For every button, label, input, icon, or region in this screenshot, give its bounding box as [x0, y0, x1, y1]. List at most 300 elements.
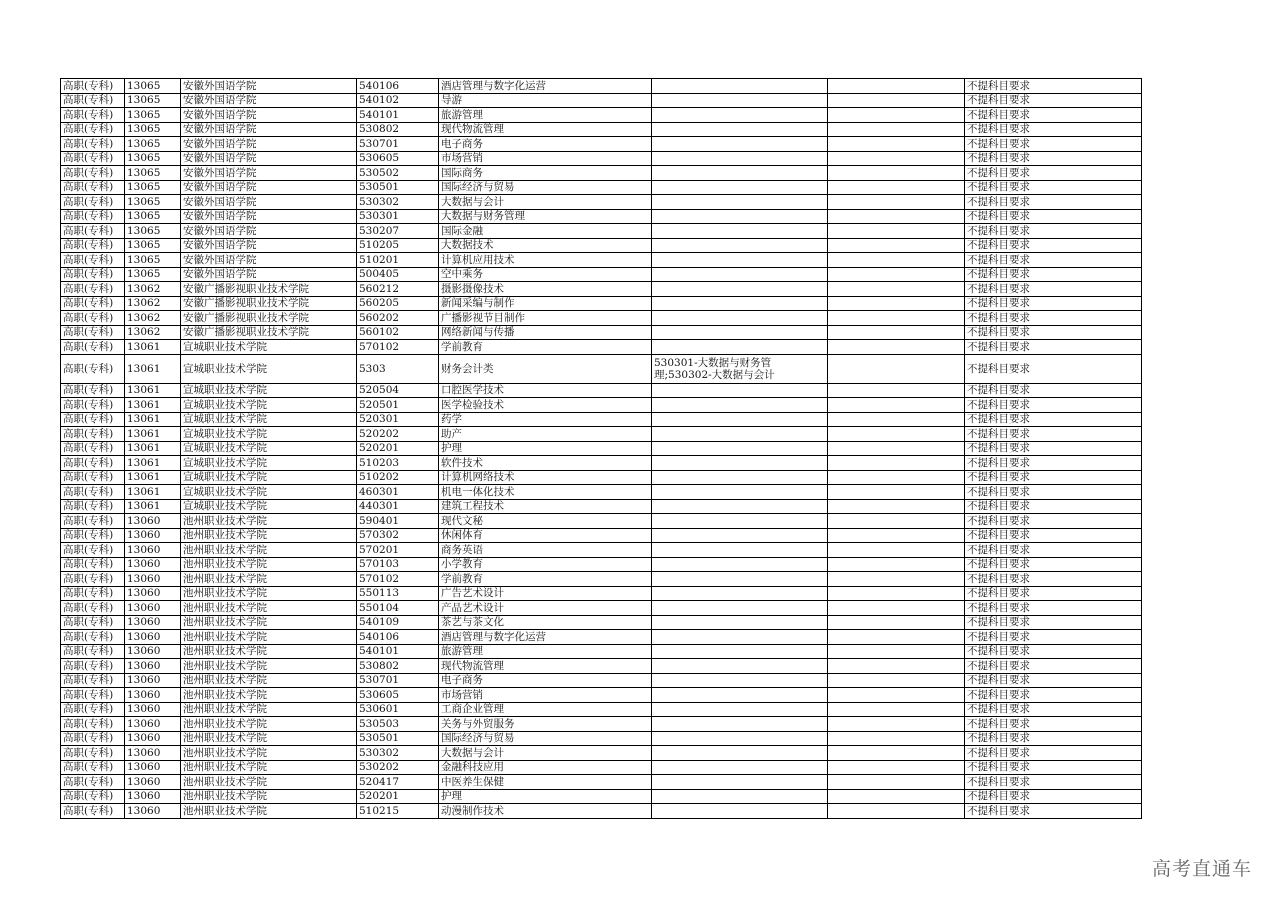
table-row — [61, 325, 1142, 340]
major-code-cell: 560202 — [357, 311, 439, 326]
school-code-cell: 13062 — [125, 282, 181, 297]
major-name-cell: 现代物流管理 — [439, 122, 652, 137]
school-name-cell: 池州职业技术学院 — [181, 615, 357, 630]
level-cell: 高职(专科) — [61, 398, 125, 413]
table-row — [61, 528, 1142, 543]
notes-cell — [828, 238, 965, 253]
subject-requirement-cell: 不提科目要求 — [965, 195, 1142, 210]
major-name-cell: 茶艺与茶文化 — [439, 615, 652, 630]
table-row — [61, 195, 1142, 210]
major-code-cell: 530207 — [357, 224, 439, 239]
major-name-cell: 酒店管理与数字化运营 — [439, 630, 652, 645]
included-majors-cell — [652, 108, 828, 123]
major-name-cell: 口腔医学技术 — [439, 383, 652, 398]
included-majors-cell — [652, 79, 828, 94]
school-name-cell: 宣城职业技术学院 — [181, 398, 357, 413]
included-majors-cell — [652, 746, 828, 761]
table-row — [61, 253, 1142, 268]
table-row — [61, 702, 1142, 717]
included-majors-cell — [652, 311, 828, 326]
major-code-cell: 570302 — [357, 528, 439, 543]
subject-requirement-cell: 不提科目要求 — [965, 673, 1142, 688]
table-row — [61, 296, 1142, 311]
school-code-cell: 13061 — [125, 441, 181, 456]
table-row — [61, 688, 1142, 703]
major-code-cell: 520202 — [357, 427, 439, 442]
major-name-cell: 动漫制作技术 — [439, 804, 652, 819]
major-code-cell: 570102 — [357, 340, 439, 355]
school-name-cell: 池州职业技术学院 — [181, 775, 357, 790]
subject-requirement-cell: 不提科目要求 — [965, 209, 1142, 224]
major-name-cell: 市场营销 — [439, 688, 652, 703]
notes-cell — [828, 325, 965, 340]
school-code-cell: 13060 — [125, 586, 181, 601]
enrollment-table — [60, 78, 1142, 819]
subject-requirement-cell: 不提科目要求 — [965, 340, 1142, 355]
school-name-cell: 池州职业技术学院 — [181, 601, 357, 616]
school-code-cell: 13065 — [125, 224, 181, 239]
table-row — [61, 122, 1142, 137]
included-majors-cell — [652, 238, 828, 253]
major-code-cell: 530605 — [357, 688, 439, 703]
school-name-cell: 安徽外国语学院 — [181, 180, 357, 195]
subject-requirement-cell: 不提科目要求 — [965, 166, 1142, 181]
notes-cell — [828, 528, 965, 543]
major-code-cell: 540101 — [357, 108, 439, 123]
school-code-cell: 13060 — [125, 673, 181, 688]
school-code-cell: 13060 — [125, 775, 181, 790]
major-name-cell: 助产 — [439, 427, 652, 442]
major-code-cell: 520504 — [357, 383, 439, 398]
school-code-cell: 13065 — [125, 151, 181, 166]
major-name-cell: 大数据与财务管理 — [439, 209, 652, 224]
school-name-cell: 池州职业技术学院 — [181, 543, 357, 558]
major-code-cell: 530202 — [357, 760, 439, 775]
level-cell: 高职(专科) — [61, 528, 125, 543]
school-name-cell: 安徽外国语学院 — [181, 166, 357, 181]
major-name-cell: 空中乘务 — [439, 267, 652, 282]
subject-requirement-cell: 不提科目要求 — [965, 528, 1142, 543]
subject-requirement-cell: 不提科目要求 — [965, 514, 1142, 529]
school-code-cell: 13061 — [125, 340, 181, 355]
table-row — [61, 108, 1142, 123]
major-name-cell: 电子商务 — [439, 137, 652, 152]
notes-cell — [828, 253, 965, 268]
school-code-cell: 13062 — [125, 325, 181, 340]
table-row — [61, 586, 1142, 601]
major-code-cell: 520201 — [357, 441, 439, 456]
level-cell: 高职(专科) — [61, 775, 125, 790]
included-majors-cell — [652, 514, 828, 529]
included-majors-cell — [652, 282, 828, 297]
major-name-cell: 财务会计类 — [439, 354, 652, 383]
subject-requirement-cell: 不提科目要求 — [965, 137, 1142, 152]
major-code-cell: 560205 — [357, 296, 439, 311]
subject-requirement-cell: 不提科目要求 — [965, 572, 1142, 587]
school-name-cell: 池州职业技术学院 — [181, 717, 357, 732]
school-code-cell: 13061 — [125, 485, 181, 500]
school-name-cell: 池州职业技术学院 — [181, 673, 357, 688]
notes-cell — [828, 731, 965, 746]
school-name-cell: 宣城职业技术学院 — [181, 499, 357, 514]
major-name-cell: 工商企业管理 — [439, 702, 652, 717]
notes-cell — [828, 804, 965, 819]
included-majors-cell — [652, 688, 828, 703]
level-cell: 高职(专科) — [61, 238, 125, 253]
major-name-cell: 旅游管理 — [439, 644, 652, 659]
notes-cell — [828, 702, 965, 717]
table-row — [61, 789, 1142, 804]
school-code-cell: 13060 — [125, 702, 181, 717]
school-code-cell: 13060 — [125, 746, 181, 761]
major-name-cell: 市场营销 — [439, 151, 652, 166]
table-body — [61, 79, 1142, 819]
included-majors-cell — [652, 470, 828, 485]
major-code-cell: 510205 — [357, 238, 439, 253]
major-name-cell: 金融科技应用 — [439, 760, 652, 775]
notes-cell — [828, 224, 965, 239]
school-code-cell: 13061 — [125, 470, 181, 485]
notes-cell — [828, 195, 965, 210]
included-majors-cell — [652, 209, 828, 224]
major-name-cell: 国际商务 — [439, 166, 652, 181]
subject-requirement-cell: 不提科目要求 — [965, 151, 1142, 166]
level-cell: 高职(专科) — [61, 311, 125, 326]
notes-cell — [828, 789, 965, 804]
notes-cell — [828, 311, 965, 326]
table-row — [61, 456, 1142, 471]
notes-cell — [828, 644, 965, 659]
notes-cell — [828, 746, 965, 761]
table-row — [61, 717, 1142, 732]
level-cell: 高职(专科) — [61, 789, 125, 804]
major-code-cell: 530503 — [357, 717, 439, 732]
major-name-cell: 广播影视节目制作 — [439, 311, 652, 326]
included-majors-cell — [652, 325, 828, 340]
school-code-cell: 13060 — [125, 543, 181, 558]
subject-requirement-cell: 不提科目要求 — [965, 644, 1142, 659]
major-code-cell: 590401 — [357, 514, 439, 529]
included-majors-cell — [652, 499, 828, 514]
notes-cell — [828, 151, 965, 166]
level-cell: 高职(专科) — [61, 615, 125, 630]
major-name-cell: 商务英语 — [439, 543, 652, 558]
included-majors-cell — [652, 412, 828, 427]
subject-requirement-cell: 不提科目要求 — [965, 717, 1142, 732]
table-row — [61, 224, 1142, 239]
level-cell: 高职(专科) — [61, 659, 125, 674]
major-name-cell: 国际经济与贸易 — [439, 180, 652, 195]
level-cell: 高职(专科) — [61, 93, 125, 108]
major-code-cell: 560102 — [357, 325, 439, 340]
notes-cell — [828, 166, 965, 181]
major-name-cell: 导游 — [439, 93, 652, 108]
school-name-cell: 宣城职业技术学院 — [181, 354, 357, 383]
major-code-cell: 570103 — [357, 557, 439, 572]
school-code-cell: 13065 — [125, 79, 181, 94]
school-name-cell: 安徽外国语学院 — [181, 195, 357, 210]
school-name-cell: 池州职业技术学院 — [181, 731, 357, 746]
table-row — [61, 383, 1142, 398]
level-cell: 高职(专科) — [61, 180, 125, 195]
major-code-cell: 440301 — [357, 499, 439, 514]
school-code-cell: 13060 — [125, 688, 181, 703]
notes-cell — [828, 456, 965, 471]
subject-requirement-cell: 不提科目要求 — [965, 325, 1142, 340]
table-row — [61, 311, 1142, 326]
table-row — [61, 209, 1142, 224]
subject-requirement-cell: 不提科目要求 — [965, 412, 1142, 427]
notes-cell — [828, 354, 965, 383]
school-name-cell: 安徽广播影视职业技术学院 — [181, 296, 357, 311]
school-name-cell: 池州职业技术学院 — [181, 659, 357, 674]
school-code-cell: 13065 — [125, 93, 181, 108]
school-code-cell: 13065 — [125, 122, 181, 137]
level-cell: 高职(专科) — [61, 557, 125, 572]
school-name-cell: 池州职业技术学院 — [181, 789, 357, 804]
level-cell: 高职(专科) — [61, 209, 125, 224]
major-code-cell: 520417 — [357, 775, 439, 790]
major-name-cell: 现代物流管理 — [439, 659, 652, 674]
school-name-cell: 池州职业技术学院 — [181, 572, 357, 587]
included-majors-cell — [652, 427, 828, 442]
level-cell: 高职(专科) — [61, 760, 125, 775]
school-code-cell: 13061 — [125, 499, 181, 514]
level-cell: 高职(专科) — [61, 499, 125, 514]
school-name-cell: 池州职业技术学院 — [181, 688, 357, 703]
notes-cell — [828, 340, 965, 355]
level-cell: 高职(专科) — [61, 441, 125, 456]
level-cell: 高职(专科) — [61, 383, 125, 398]
major-name-cell: 中医养生保健 — [439, 775, 652, 790]
major-name-cell: 小学教育 — [439, 557, 652, 572]
included-majors-cell — [652, 296, 828, 311]
table-row — [61, 354, 1142, 383]
major-name-cell: 国际金融 — [439, 224, 652, 239]
major-name-cell: 计算机网络技术 — [439, 470, 652, 485]
included-majors-cell — [652, 775, 828, 790]
notes-cell — [828, 485, 965, 500]
included-majors-cell — [652, 485, 828, 500]
table-row — [61, 731, 1142, 746]
included-majors-cell — [652, 528, 828, 543]
notes-cell — [828, 615, 965, 630]
level-cell: 高职(专科) — [61, 746, 125, 761]
major-name-cell: 护理 — [439, 441, 652, 456]
major-code-cell: 530502 — [357, 166, 439, 181]
table-row — [61, 267, 1142, 282]
included-majors-cell — [652, 93, 828, 108]
major-name-cell: 学前教育 — [439, 340, 652, 355]
level-cell: 高职(专科) — [61, 79, 125, 94]
school-name-cell: 安徽外国语学院 — [181, 224, 357, 239]
table-row — [61, 166, 1142, 181]
major-name-cell: 产品艺术设计 — [439, 601, 652, 616]
table-row — [61, 93, 1142, 108]
notes-cell — [828, 514, 965, 529]
notes-cell — [828, 180, 965, 195]
major-code-cell: 520501 — [357, 398, 439, 413]
notes-cell — [828, 137, 965, 152]
included-majors-cell — [652, 804, 828, 819]
subject-requirement-cell: 不提科目要求 — [965, 485, 1142, 500]
level-cell: 高职(专科) — [61, 702, 125, 717]
major-code-cell: 510202 — [357, 470, 439, 485]
major-code-cell: 530302 — [357, 746, 439, 761]
table-row — [61, 485, 1142, 500]
notes-cell — [828, 427, 965, 442]
level-cell: 高职(专科) — [61, 630, 125, 645]
included-majors-cell — [652, 586, 828, 601]
major-code-cell: 540102 — [357, 93, 439, 108]
table-row — [61, 804, 1142, 819]
level-cell: 高职(专科) — [61, 325, 125, 340]
subject-requirement-cell: 不提科目要求 — [965, 398, 1142, 413]
subject-requirement-cell: 不提科目要求 — [965, 775, 1142, 790]
notes-cell — [828, 470, 965, 485]
major-code-cell: 530601 — [357, 702, 439, 717]
major-name-cell: 学前教育 — [439, 572, 652, 587]
school-code-cell: 13060 — [125, 557, 181, 572]
major-name-cell: 护理 — [439, 789, 652, 804]
level-cell: 高职(专科) — [61, 151, 125, 166]
school-name-cell: 宣城职业技术学院 — [181, 470, 357, 485]
included-majors-cell — [652, 340, 828, 355]
major-name-cell: 医学检验技术 — [439, 398, 652, 413]
subject-requirement-cell: 不提科目要求 — [965, 557, 1142, 572]
major-code-cell: 540106 — [357, 630, 439, 645]
watermark-text: 高考直通车 — [1151, 858, 1252, 880]
subject-requirement-cell: 不提科目要求 — [965, 354, 1142, 383]
included-majors-cell — [652, 717, 828, 732]
subject-requirement-cell: 不提科目要求 — [965, 630, 1142, 645]
school-code-cell: 13060 — [125, 789, 181, 804]
major-code-cell: 510203 — [357, 456, 439, 471]
subject-requirement-cell: 不提科目要求 — [965, 383, 1142, 398]
included-majors-cell — [652, 151, 828, 166]
major-code-cell: 540106 — [357, 79, 439, 94]
major-code-cell: 550113 — [357, 586, 439, 601]
school-name-cell: 安徽广播影视职业技术学院 — [181, 311, 357, 326]
major-code-cell: 530302 — [357, 195, 439, 210]
major-code-cell: 460301 — [357, 485, 439, 500]
notes-cell — [828, 717, 965, 732]
table-row — [61, 79, 1142, 94]
level-cell: 高职(专科) — [61, 108, 125, 123]
school-name-cell: 池州职业技术学院 — [181, 586, 357, 601]
subject-requirement-cell: 不提科目要求 — [965, 180, 1142, 195]
notes-cell — [828, 267, 965, 282]
table-row — [61, 775, 1142, 790]
included-majors-cell — [652, 253, 828, 268]
notes-cell — [828, 412, 965, 427]
major-code-cell: 530605 — [357, 151, 439, 166]
school-code-cell: 13060 — [125, 644, 181, 659]
included-majors-cell — [652, 224, 828, 239]
level-cell: 高职(专科) — [61, 195, 125, 210]
school-name-cell: 池州职业技术学院 — [181, 760, 357, 775]
included-majors-cell — [652, 615, 828, 630]
table-row — [61, 543, 1142, 558]
major-code-cell: 500405 — [357, 267, 439, 282]
subject-requirement-cell: 不提科目要求 — [965, 586, 1142, 601]
school-code-cell: 13060 — [125, 731, 181, 746]
subject-requirement-cell: 不提科目要求 — [965, 282, 1142, 297]
school-name-cell: 安徽外国语学院 — [181, 209, 357, 224]
school-code-cell: 13060 — [125, 804, 181, 819]
notes-cell — [828, 673, 965, 688]
level-cell: 高职(专科) — [61, 470, 125, 485]
included-majors-cell — [652, 180, 828, 195]
table-row — [61, 412, 1142, 427]
level-cell: 高职(专科) — [61, 543, 125, 558]
subject-requirement-cell: 不提科目要求 — [965, 731, 1142, 746]
subject-requirement-cell: 不提科目要求 — [965, 224, 1142, 239]
notes-cell — [828, 93, 965, 108]
subject-requirement-cell: 不提科目要求 — [965, 311, 1142, 326]
school-code-cell: 13061 — [125, 398, 181, 413]
level-cell: 高职(专科) — [61, 340, 125, 355]
subject-requirement-cell: 不提科目要求 — [965, 615, 1142, 630]
table-row — [61, 644, 1142, 659]
table-row — [61, 659, 1142, 674]
major-code-cell: 520201 — [357, 789, 439, 804]
major-code-cell: 550104 — [357, 601, 439, 616]
table-row — [61, 398, 1142, 413]
included-majors-cell — [652, 267, 828, 282]
notes-cell — [828, 586, 965, 601]
table-row — [61, 340, 1142, 355]
major-name-cell: 大数据技术 — [439, 238, 652, 253]
table-row — [61, 746, 1142, 761]
level-cell: 高职(专科) — [61, 673, 125, 688]
level-cell: 高职(专科) — [61, 224, 125, 239]
notes-cell — [828, 499, 965, 514]
school-name-cell: 宣城职业技术学院 — [181, 412, 357, 427]
subject-requirement-cell: 不提科目要求 — [965, 789, 1142, 804]
school-name-cell: 池州职业技术学院 — [181, 644, 357, 659]
notes-cell — [828, 760, 965, 775]
level-cell: 高职(专科) — [61, 267, 125, 282]
school-code-cell: 13065 — [125, 209, 181, 224]
table-row — [61, 238, 1142, 253]
included-majors-cell — [652, 557, 828, 572]
major-name-cell: 休闲体育 — [439, 528, 652, 543]
level-cell: 高职(专科) — [61, 572, 125, 587]
subject-requirement-cell: 不提科目要求 — [965, 238, 1142, 253]
school-code-cell: 13060 — [125, 659, 181, 674]
included-majors-cell — [652, 383, 828, 398]
level-cell: 高职(专科) — [61, 644, 125, 659]
notes-cell — [828, 601, 965, 616]
included-majors-cell — [652, 122, 828, 137]
level-cell: 高职(专科) — [61, 122, 125, 137]
subject-requirement-cell: 不提科目要求 — [965, 688, 1142, 703]
major-code-cell: 530802 — [357, 122, 439, 137]
school-code-cell: 13065 — [125, 195, 181, 210]
included-majors-cell — [652, 195, 828, 210]
notes-cell — [828, 209, 965, 224]
table-row — [61, 180, 1142, 195]
school-code-cell: 13062 — [125, 311, 181, 326]
included-majors-cell — [652, 137, 828, 152]
major-name-cell: 关务与外贸服务 — [439, 717, 652, 732]
school-code-cell: 13065 — [125, 166, 181, 181]
major-name-cell: 建筑工程技术 — [439, 499, 652, 514]
major-name-cell: 新闻采编与制作 — [439, 296, 652, 311]
school-name-cell: 安徽外国语学院 — [181, 122, 357, 137]
notes-cell — [828, 543, 965, 558]
